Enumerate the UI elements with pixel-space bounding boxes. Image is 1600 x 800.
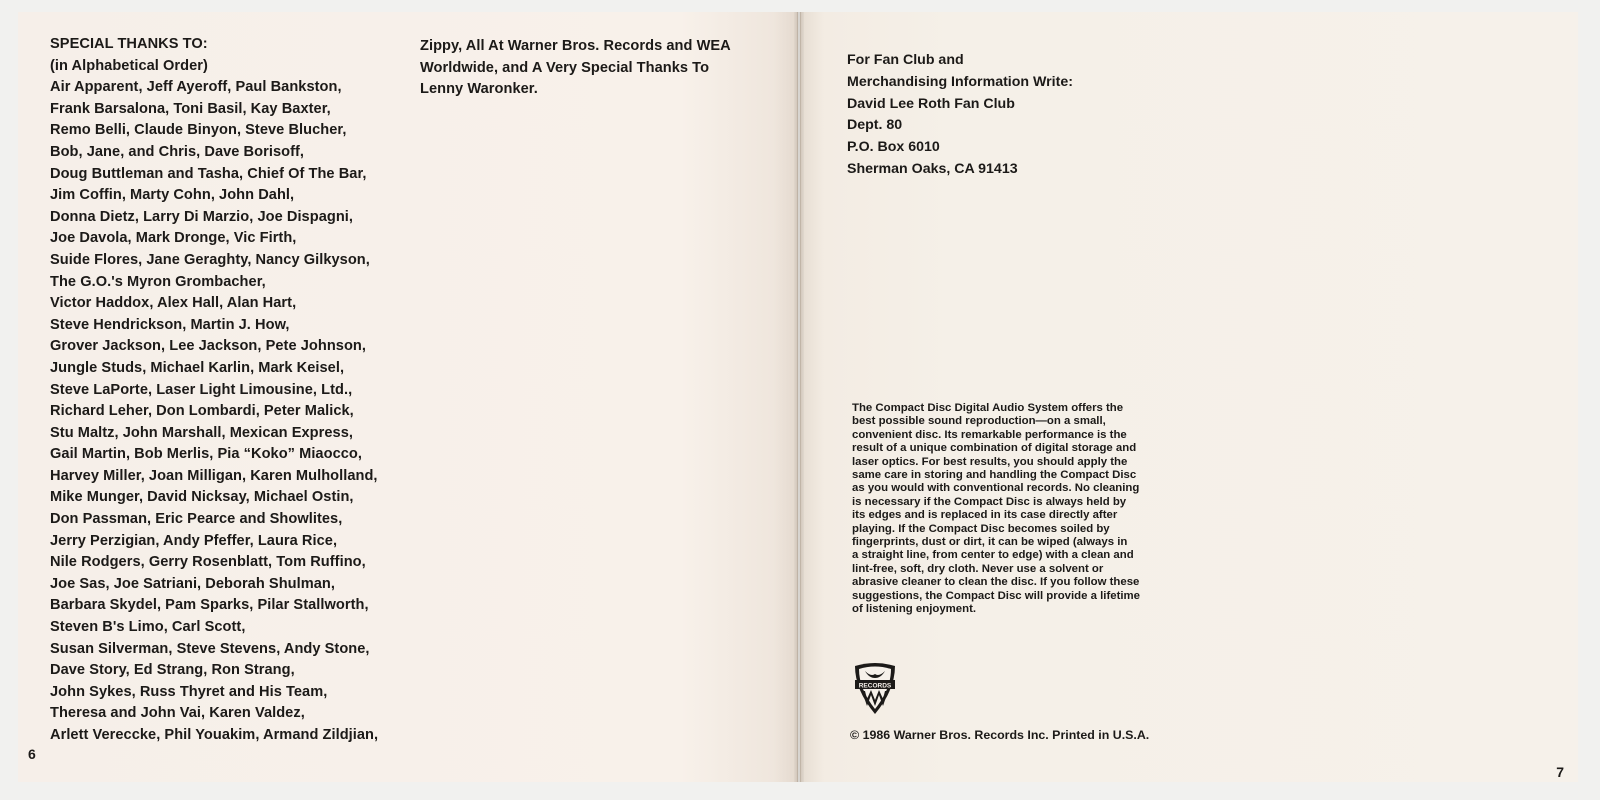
text-line: its edges and is replaced in its case directly after [852,509,1118,522]
text-line: a straight line, from center to edge) with a clean and [852,549,1134,562]
text-line: convenient disc. Its remarkable performance is the [852,428,1127,441]
text-line: Steve LaPorte, Laser Light Limousine, Ltd., [50,381,353,398]
text-line: Barbara Skydel, Pam Sparks, Pilar Stallworth, [50,597,369,614]
text-line: suggestions, the Compact Disc will provide a lifetime [852,589,1140,602]
text-line: Suide Flores, Jane Geraghty, Nancy Gilkyson, [50,251,370,268]
text-line: Theresa and John Vai, Karen Valdez, [50,705,305,722]
text-line: Susan Silverman, Steve Stevens, Andy Stone, [50,640,370,657]
copyright-notice: © 1986 Warner Bros. Records Inc. Printed in U.S.A. [850,728,1150,742]
text-line: playing. If the Compact Disc becomes soiled by [852,522,1110,535]
text-line: Grover Jackson, Lee Jackson, Pete Johnson, [50,338,366,355]
text-line: The G.O.'s Myron Grombacher, [50,273,266,290]
logo-text: RECORDS [858,682,892,690]
text-line: Frank Barsalona, Toni Basil, Kay Baxter, [50,100,331,117]
text-line: Dave Story, Ed Strang, Ron Strang, [50,662,295,679]
text-line: P.O. Box 6010 [847,139,940,156]
text-line: Remo Belli, Claude Binyon, Steve Blucher, [50,122,347,139]
text-line: Zippy, All At Warner Bros. Records and WEA [420,38,731,54]
text-line: Donna Dietz, Larry Di Marzio, Joe Dispagni, [50,208,353,225]
text-line: result of a unique combination of digital storage and [852,442,1137,455]
text-line: Stu Maltz, John Marshall, Mexican Express, [50,424,353,441]
text-line: David Lee Roth Fan Club [847,95,1015,112]
text-line: laser optics. For best results, you should apply the [852,455,1128,468]
text-line: Lenny Waronker. [420,81,538,98]
text-line: Mike Munger, David Nicksay, Michael Ostin, [50,489,354,506]
text-line: Nile Rodgers, Gerry Rosenblatt, Tom Ruffino, [50,554,366,571]
text-line: Worldwide, and A Very Special Thanks To [420,59,710,76]
text-line: The Compact Disc Digital Audio System offers the [852,402,1124,414]
text-line: Victor Haddox, Alex Hall, Alan Hart, [50,295,297,312]
text-line: Richard Leher, Don Lombardi, Peter Malick, [50,403,354,420]
warner-bros-records-shield-icon [851,660,899,716]
text-line: Harvey Miller, Joan Milligan, Karen Mulholland, [50,467,378,484]
right-page [800,12,1578,782]
compact-disc-care-text [852,402,1192,617]
center-fold [794,12,804,782]
text-line: lint-free, soft, dry cloth. Never use a solvent or [852,562,1104,575]
text-line: Jungle Studs, Michael Karlin, Mark Keisel, [50,359,345,376]
page-number-right: 7 [1556,764,1564,780]
text-line: same care in storing and handling the Compact Disc [852,469,1137,482]
text-line: Joe Davola, Mark Dronge, Vic Firth, [50,230,297,247]
text-line: Sherman Oaks, CA 91413 [847,160,1018,177]
text-line: Jerry Perzigian, Andy Pfeffer, Laura Rice, [50,532,338,549]
text-line: (in Alphabetical Order) [50,57,208,74]
text-line: Bob, Jane, and Chris, Dave Borisoff, [50,143,304,160]
text-line: Jim Coffin, Marty Cohn, John Dahl, [50,187,295,204]
page-number-left: 6 [28,746,36,762]
text-line: best possible sound reproduction—on a small, [852,415,1106,428]
text-line: abrasive cleaner to clean the disc. If you follow these [852,576,1140,589]
text-line: Steven B's Limo, Carl Scott, [50,619,246,636]
special-thanks-column [50,34,420,747]
text-line: Joe Sas, Joe Satriani, Deborah Shulman, [50,575,335,592]
text-line: as you would with conventional records. No cleaning [852,482,1140,495]
text-line: Gail Martin, Bob Merlis, Pia “Koko” Miaocco, [50,446,362,463]
text-line: Merchandising Information Write: [847,73,1073,90]
text-line: Steve Hendrickson, Martin J. How, [50,316,290,333]
text-line: Arlett Vereccke, Phil Youakim, Armand Zildjian, [50,727,379,743]
text-line: For Fan Club and [847,52,964,68]
text-line: Air Apparent, Jeff Ayeroff, Paul Bankston, [50,79,342,96]
text-line: John Sykes, Russ Thyret and His Team, [50,683,328,700]
special-thanks-continued [420,36,780,101]
text-line: fingerprints, dust or dirt, it can be wiped (always in [852,536,1128,549]
fan-club-address [847,50,1073,181]
text-line: Don Passman, Eric Pearce and Showlites, [50,511,343,528]
text-line: of listening enjoyment. [852,603,977,616]
text-line: is necessary if the Compact Disc is always held by [852,495,1127,508]
left-page [18,12,798,782]
text-line: Doug Buttleman and Tasha, Chief Of The Bar, [50,165,367,182]
text-line: Dept. 80 [847,117,903,134]
text-line: SPECIAL THANKS TO: [50,36,208,52]
